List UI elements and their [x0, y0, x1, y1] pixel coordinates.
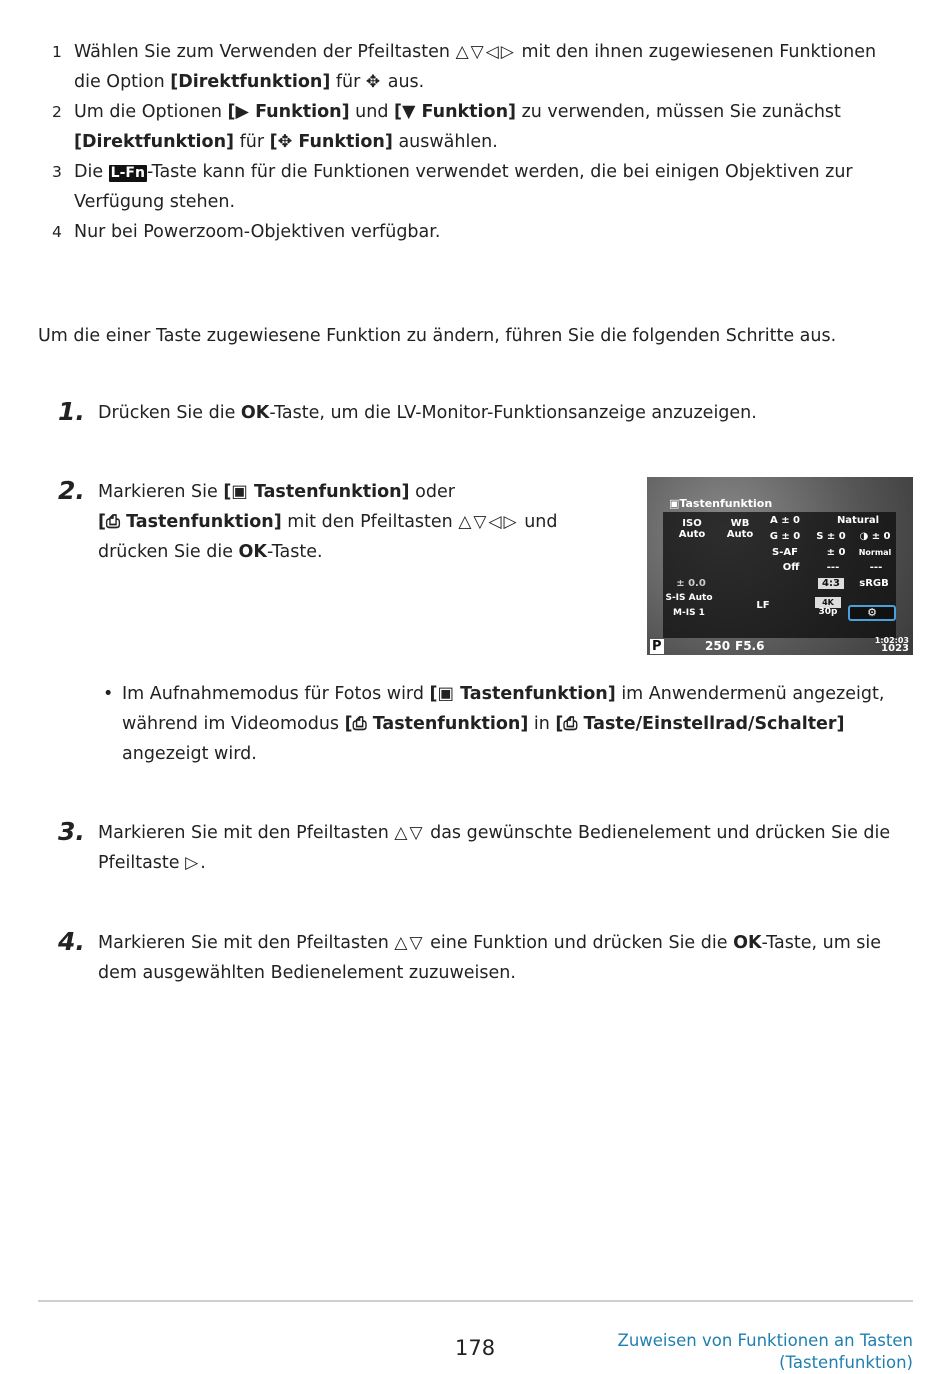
recording-time: 1:02:03 [874, 636, 909, 645]
up-down-keys-icon: △▽ [394, 823, 425, 843]
step-2: 2. Markieren Sie [▣ Tastenfunktion] oder [⎙ Tastenfunktion] mit den Pfeiltasten △▽◁▷ und drücken Sie die OK-Taste. [58, 476, 558, 562]
highlighted-button-function [848, 605, 896, 621]
step-3: 3. Markieren Sie mit den Pfeiltasten △▽ das gewünschte Bedienelement und drücken Sie die Pfeiltaste ▷. [58, 817, 891, 873]
function-grid: ISO Auto WB Auto A ± 0 Natural G ± 0 S ± 0 ◑ ± 0 S-AF ± 0 Normal Off --- --- ± 0.0 4:3 sRGB S-IS Auto M-IS 1 LF 4K 30p [663, 512, 896, 638]
footnote-4: 4 Nur bei Powerzoom-Objektiven verfügbar. [52, 222, 441, 242]
footnote-2: 2 Um die Optionen [▶ Funktion] und [▼ Funktion] zu verwenden, müssen Sie zunächst [Direktfunktion] für [✥ Funktion] auswählen. [52, 102, 841, 152]
screen-title: ▣Tastenfunktion [669, 497, 773, 510]
footer-divider [38, 1300, 913, 1302]
step-1: 1. Drücken Sie die OK-Taste, um die LV-Monitor-Funktionsanzeige anzuzeigen. [58, 397, 757, 426]
aperture: F5.6 [735, 639, 765, 653]
multi-selector-icon: ✥ [365, 72, 383, 92]
page-number: 178 [455, 1336, 496, 1360]
status-bar [647, 637, 913, 655]
shutter-speed: 250 [705, 639, 731, 653]
footnote-3: 3 Die L-Fn -Taste kann für die Funktionen verwendet werden, die bei einigen Objektiven zur Verfügung stehen. [52, 162, 853, 212]
footnote-1: 1 Wählen Sie zum Verwenden der Pfeiltasten △▽◁▷ mit den ihnen zugewiesenen Funktionen die Option [Direktfunktion] für ✥ aus. [52, 42, 877, 92]
section-breadcrumb[interactable]: Zuweisen von Funktionen an Tasten (Tastenfunktion) [617, 1331, 913, 1372]
note-bullet: • Im Aufnahmemodus für Fotos wird [▣ Tastenfunktion] im Anwendermenü angezeigt, während im Videomodus [⎙ Tastenfunktion] in [⎙ Taste/Einstellrad/Schalter] angezeigt wird. [103, 684, 885, 764]
right-key-icon: ▷ [185, 853, 201, 873]
shots-remaining: 1023 [881, 643, 909, 654]
arrow-keys-icon: △▽◁▷ [455, 42, 516, 62]
intro-text: Um die einer Taste zugewiesene Funktion zu ändern, führen Sie die folgenden Schritte aus. [38, 326, 837, 346]
up-down-keys-icon: △▽ [394, 933, 425, 953]
step-4: 4. Markieren Sie mit den Pfeiltasten △▽ eine Funktion und drücken Sie die OK-Taste, um sie dem ausgewählten Bedienelement zuzuweisen. [58, 927, 882, 983]
camera-lv-screen [647, 477, 913, 655]
gear-icon: ⚙ [867, 606, 877, 619]
shooting-mode: P [652, 639, 662, 654]
arrow-keys-icon: △▽◁▷ [458, 512, 519, 532]
lfn-button-icon: L-Fn [110, 165, 145, 181]
footnote-list [38, 37, 898, 247]
